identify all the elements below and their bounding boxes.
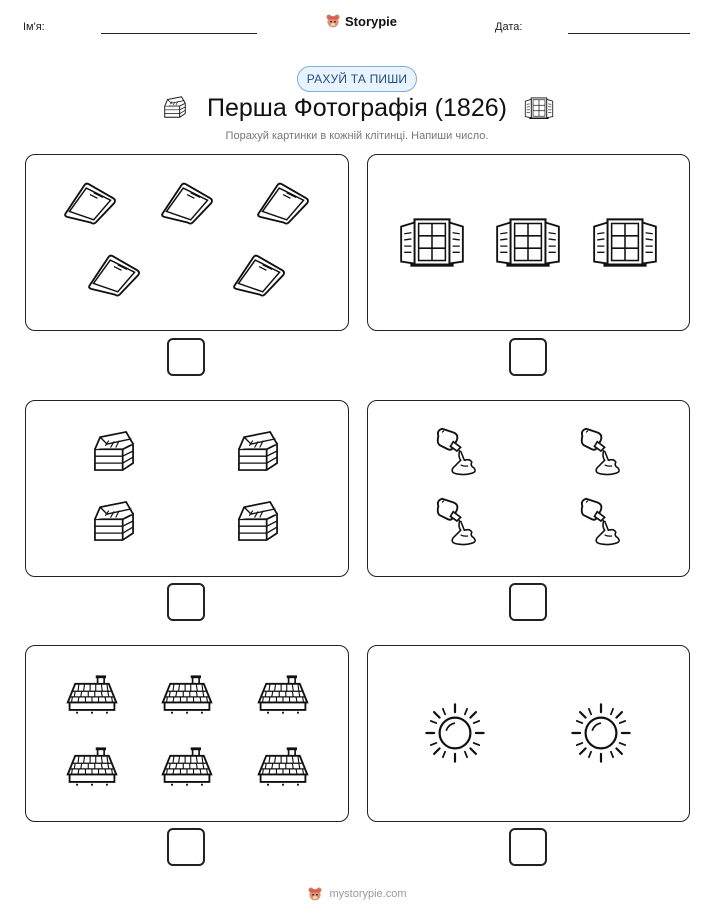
sun-icon xyxy=(422,700,488,766)
activity-badge: РАХУЙ ТА ПИШИ xyxy=(297,66,417,92)
count-panel-suns xyxy=(367,645,690,822)
house-icon xyxy=(159,674,215,716)
answer-box[interactable] xyxy=(167,828,205,866)
spilled-bottle-icon xyxy=(432,425,480,477)
instructions: Порахуй картинки в кожній клітинці. Напиши число. xyxy=(225,130,489,142)
count-panel-windows xyxy=(367,154,690,331)
treasure-chest-icon xyxy=(232,427,284,475)
glass-plate-icon xyxy=(255,179,311,227)
date-label: Дата: xyxy=(495,21,523,33)
treasure-chest-icon xyxy=(88,497,140,545)
house-icon xyxy=(64,674,120,716)
window-icon xyxy=(523,96,555,120)
page-title: Перша Фотографія (1826) xyxy=(207,94,507,122)
house-icon xyxy=(64,746,120,788)
spilled-bottle-icon xyxy=(576,495,624,547)
count-panel-houses xyxy=(25,645,349,822)
house-icon xyxy=(255,674,311,716)
sun-icon xyxy=(568,700,634,766)
answer-box[interactable] xyxy=(167,338,205,376)
name-field-line[interactable] xyxy=(101,33,257,34)
bear-logo-icon xyxy=(307,886,323,902)
count-panel-spilled-bottles xyxy=(367,400,690,577)
glass-plate-icon xyxy=(159,179,215,227)
house-icon xyxy=(159,746,215,788)
footer xyxy=(0,886,714,902)
storypie-logo xyxy=(325,13,397,29)
logo-text: Storypie xyxy=(345,13,398,29)
name-label: Ім'я: xyxy=(23,21,45,33)
spilled-bottle-icon xyxy=(432,495,480,547)
glass-plate-icon xyxy=(231,251,287,299)
glass-plate-icon xyxy=(86,251,142,299)
treasure-chest-icon xyxy=(232,497,284,545)
window-icon xyxy=(589,216,661,268)
count-panel-treasure-chests xyxy=(25,400,349,577)
window-icon xyxy=(396,216,468,268)
date-field-line[interactable] xyxy=(568,33,690,34)
answer-box[interactable] xyxy=(509,828,547,866)
footer-site: mystorypie.com xyxy=(329,888,407,900)
spilled-bottle-icon xyxy=(576,425,624,477)
answer-box[interactable] xyxy=(509,583,547,621)
window-icon xyxy=(492,216,564,268)
house-icon xyxy=(255,746,311,788)
bear-logo-icon xyxy=(325,13,341,29)
answer-box[interactable] xyxy=(509,338,547,376)
glass-plate-icon xyxy=(62,179,118,227)
answer-box[interactable] xyxy=(167,583,205,621)
count-panel-glass-plates xyxy=(25,154,349,331)
treasure-chest-icon xyxy=(88,427,140,475)
